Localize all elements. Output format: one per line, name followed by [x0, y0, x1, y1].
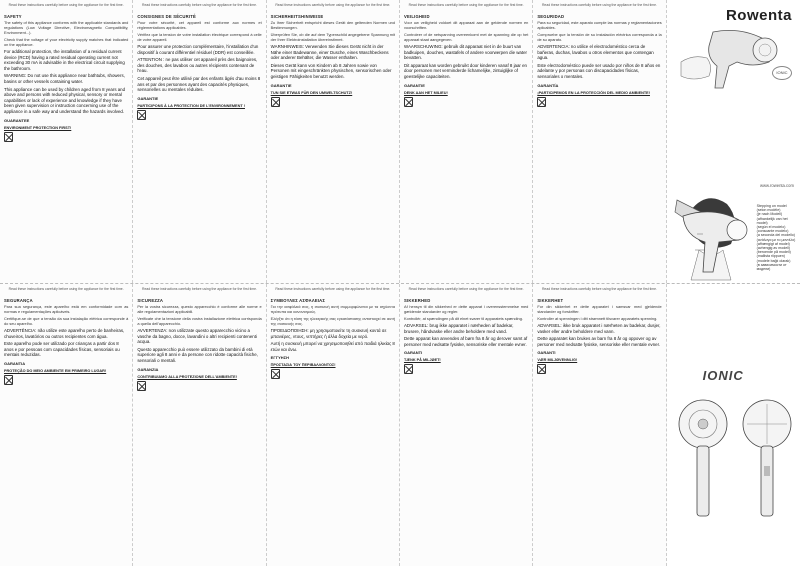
warning-paragraph: ADVARSEL: brug ikke apparatet i nærheden af badekar, brusere, håndvaske eller andre beholdere med vand.	[403, 323, 514, 334]
section-title: SICHERHEITSHINWEISE	[270, 14, 324, 19]
column-fr	[133, 0, 266, 283]
environment-heading: TUN SIE ETWAS FÜR DEN UMWELTSCHUTZ!	[270, 90, 353, 95]
guarantee-heading: GUARANTEE	[4, 117, 30, 123]
warning-paragraph: WARNING: Do not use this appliance near bathtubs, showers, basins or other vessels containing water.	[4, 73, 125, 84]
paragraph: Controleer of de netspanning overeenkomt met de spanning die op het apparaat staat aangegeven.	[403, 32, 529, 42]
column-header: Read these instructions carefully before using the appliance for the first time.	[142, 3, 257, 7]
column-el	[267, 284, 400, 566]
guarantee-heading: GARANTIA	[4, 360, 26, 366]
column-header: Read these instructions carefully before using the appliance for the first time.	[8, 287, 124, 291]
column-da	[400, 284, 533, 566]
guarantee-heading: GARANTI	[537, 350, 556, 356]
crossed-bin-icon	[404, 364, 413, 374]
paragraph: Compruebe que la tensión de su instalación eléctrica corresponda a la de su aparato.	[537, 32, 662, 42]
column-it	[133, 284, 266, 566]
warning-paragraph: Dieses Gerät kann von Kindern ab 8 Jahren sowie von Personen mit eingeschränkten physischen, sensorischen oder geistigen Fähigkeiten benutzt werden.	[270, 62, 392, 79]
section-title: SIKKERHED	[403, 298, 431, 303]
warning-paragraph: Cet appareil peut être utilisé par des enfants âgés d'au moins 8 ans et par des personnes ayant des capacités physiques, sensorielles ou mentales réduites.	[137, 75, 261, 93]
column-no	[533, 284, 666, 566]
guarantee-heading: GARANTIE	[137, 95, 159, 101]
warning-paragraph: Este aparelho pode ser utilizado por crianças a partir dos 8 anos e por pessoas com capacidades físicas, sensoriais ou mentais reduzidas.	[4, 341, 120, 358]
warning-paragraph: Αυτή η συσκευή μπορεί να χρησιμοποιηθεί από παιδιά ηλικίας 8 ετών και άνω.	[270, 341, 395, 352]
paragraph: Verificate che la tensione della vostra installazione elettrica corrisponda a quella dell'apparecchio.	[137, 316, 262, 326]
warning-paragraph: ΠΡΟΕΙΔΟΠΟΙΗΣΗ: μη χρησιμοποιείτε τη συσκευή κοντά σε μπανιέρες, ντους, νιπτήρες ή άλλα δοχεία με νερό.	[270, 328, 387, 339]
parts-label: (afhængigt af model)	[756, 241, 790, 246]
section-title: CONSIGNES DE SÉCURITÉ	[137, 14, 196, 19]
parts-label: (selon modèle)	[756, 208, 781, 213]
environment-heading: PROTEÇÃO DO MEIO AMBIENTE EM PRIMEIRO LUGAR!	[4, 368, 107, 373]
warning-paragraph: ADVERTÊNCIA: não utilize este aparelho perto de banheiras, chuveiros, lavatórios ou outros recipientes com água.	[4, 328, 125, 339]
paragraph: Para sua segurança, este aparelho está em conformidade com as normas e regulamentações aplicáveis.	[4, 304, 129, 314]
column-header: Read these instructions carefully before using the appliance for the first time.	[408, 3, 524, 7]
guarantee-heading: GARANTÍA	[537, 82, 559, 88]
crossed-bin-icon	[4, 375, 13, 385]
environment-heading: PARTICIPONS À LA PROTECTION DE L'ENVIRONNEMENT !	[137, 103, 245, 108]
parts-label: (consoante modelo)	[756, 229, 789, 234]
warning-paragraph: Dit apparaat kan worden gebruikt door kinderen vanaf 8 jaar en door personen met verminderde lichamelijke, zintuiglijke of geestelijke capaciteiten.	[403, 62, 527, 79]
paragraph: Af hensyn til din sikkerhed er dette apparat i overensstemmelse med gældende standarder og regler.	[403, 304, 529, 314]
parts-label: (mallista riippuen)	[756, 254, 786, 259]
dryer-side-view-icon	[737, 396, 797, 526]
warning-paragraph: WARNHINWEIS: Verwenden Sie dieses Gerät nicht in der Nähe einer Badewanne, einer Dusche, eines Waschbeckens oder anderer Behälter, die Wasser enthalten.	[270, 44, 389, 61]
paragraph: Certifique-se de que a tensão da sua instalação elétrica corresponde à do seu aparelho.	[4, 316, 129, 326]
crossed-bin-icon	[404, 97, 413, 107]
parts-label: (beroende på modell)	[756, 250, 791, 255]
guarantee-heading: GARANTIE	[403, 82, 425, 88]
section-title: SAFETY	[4, 14, 22, 19]
section-title: SIKKERHET	[537, 298, 564, 303]
hair-dryer-icon	[673, 206, 753, 276]
crossed-bin-icon	[537, 364, 546, 374]
environment-heading: ΠΡΟΣΤΑΣΙΑ ΤΟΥ ΠΕΡΙΒΑΛΛΟΝΤΟΣ!	[270, 363, 336, 368]
crossed-bin-icon	[537, 97, 546, 107]
paragraph: Para su seguridad, este aparato cumple las normas y reglamentaciones aplicables.	[537, 20, 662, 30]
paragraph: Check that the voltage of your electricity supply matches that indicated on the appliance.	[4, 37, 129, 47]
column-header: Read these instructions carefully before using the appliance for the first time.	[275, 287, 391, 291]
crossed-bin-icon	[271, 369, 280, 379]
paragraph: Για την ασφάλειά σας, η συσκευή αυτή συμμορφώνεται με τα ισχύοντα πρότυπα και κανονισμούς.	[270, 304, 395, 314]
dryer-front-view-icon	[673, 396, 733, 526]
parts-label: (avhengig av modell)	[756, 246, 791, 251]
environment-heading: DENK AAN HET MILIEU!	[403, 90, 448, 95]
warning-paragraph: Dette apparatet kan brukes av barn fra 8 år og oppover og av personer med nedsatte fysiske, sensoriske eller mentale evner.	[537, 336, 661, 347]
ionic-badge: IONIC	[772, 66, 792, 80]
crossed-bin-icon	[271, 97, 280, 107]
column-header: Read these instructions carefully before using the appliance for the first time.	[8, 3, 124, 7]
dryer-hand-illustration	[673, 22, 793, 97]
paragraph: Ελέγξτε ότι η τάση της ηλεκτρικής σας εγκατάστασης αντιστοιχεί σε αυτή της συσκευής σας.	[270, 316, 395, 326]
column-header: Read these instructions carefully before using the appliance for the first time.	[275, 3, 391, 7]
paragraph: Pour votre sécurité, cet appareil est conforme aux normes et réglementations applicables.	[137, 20, 262, 30]
guarantee-heading: GARANTIE	[270, 82, 292, 88]
guarantee-heading: GARANTI	[403, 350, 423, 356]
environment-heading: VÆR MILJØVENNLIG!	[537, 358, 578, 363]
environment-heading: TÆNK PÅ MILJØET!	[403, 358, 441, 363]
crossed-bin-icon	[137, 110, 146, 120]
parts-label: (a seconda del modello)	[756, 233, 795, 238]
column-en	[0, 0, 133, 283]
column-header: Read these instructions carefully before using the appliance for the first time.	[142, 287, 257, 291]
warning-paragraph: WAARSCHUWING: gebruik dit apparaat niet in de buurt van badkuipen, douches, wastafels of andere voorwerpen die water bevatten.	[403, 44, 527, 61]
section-title: ΣΥΜΒΟΥΛΕΣ ΑΣΦΑΛΕΙΑΣ	[270, 298, 326, 303]
environment-heading: ENVIRONMENT PROTECTION FIRST!	[4, 125, 72, 130]
column-pt	[0, 284, 133, 566]
environment-heading: CONTRIBUIAMO ALLA PROTEZIONE DELL'AMBIENTE!	[137, 374, 237, 379]
guarantee-heading: ΕΓΓΥΗΣΗ	[270, 355, 289, 361]
warning-paragraph: This appliance can be used by children aged from 8 years and above and persons with reduced physical, sensory or mental capabilities or lack of experience and knowledge if they have been given supervision or instruction concerning use of the appliance in a safe way and understand the hazards involved.	[4, 86, 126, 114]
warning-paragraph: Este electrodoméstico puede ser usado por niños de 8 años en adelante y por personas con discapacidades físicas, sensoriales o mentales.	[537, 62, 661, 79]
parts-label: (afhankelijk van het model)	[756, 216, 788, 225]
column-es	[533, 0, 666, 283]
parts-label: (modele bağlı olarak)	[756, 258, 791, 263]
warning-paragraph: ATTENTION : ne pas utiliser cet appareil près des baignoires, des douches, des lavabos ou autres récipients contenant de l'eau.	[137, 57, 258, 74]
section-title: SEGURANÇA	[4, 298, 33, 303]
warning-paragraph: Questo apparecchio può essere utilizzato da bambini di età superiore agli 8 anni e da persone con ridotte capacità fisiche, sensoriali o mentali.	[137, 346, 258, 363]
warning-paragraph: AVVERTENZA: non utilizzate questo apparecchio vicino a vasche da bagno, docce, lavandini o altri recipienti contenenti acqua.	[137, 328, 257, 345]
paragraph: Zu Ihrer Sicherheit entspricht dieses Gerät den geltenden Normen und Bestimmungen.	[270, 20, 395, 30]
parts-label: (según el modelo)	[756, 225, 786, 230]
paragraph: Voor uw veiligheid voldoet dit apparaat aan de geldende normen en voorschriften.	[403, 20, 529, 30]
section-title: SEGURIDAD	[537, 14, 565, 19]
guarantee-heading: GARANZIA	[137, 366, 159, 372]
paragraph: Per la vostra sicurezza, questo apparecchio è conforme alle norme e alle regolamentazioni applicabili.	[137, 304, 262, 314]
column-header: Read these instructions carefully before using the appliance for the first time.	[541, 3, 657, 7]
column-header: Read these instructions carefully before using the appliance for the first time.	[541, 287, 657, 291]
paragraph: Kontroller at spenningen i ditt strømnett tilsvarer apparatets spenning.	[537, 316, 658, 321]
environment-heading: ¡PARTICIPEMOS EN LA PROTECCIÓN DEL MEDIO AMBIENTE!	[537, 90, 650, 95]
crossed-bin-icon	[137, 381, 146, 391]
paragraph: For additional protection, the installation of a residual current device (RCD) having a rated residual operating current not exceeding 30 mA is advisable in the electrical circuit supplying the bathroom.	[4, 49, 125, 71]
paragraph: Kontrollér, at spændingen på dit elnet svarer til apparatets spænding.	[403, 316, 523, 321]
crossed-bin-icon	[4, 132, 13, 142]
paragraph: Pour assurer une protection complémentaire, l'installation d'un dispositif à courant différentiel résiduel (DDR) est conseillée.	[137, 44, 259, 55]
parts-label: (в зависимости от модели)	[756, 262, 787, 272]
parts-legend	[757, 204, 799, 271]
parts-label: Stepping on model	[756, 204, 787, 208]
paragraph: Überprüfen Sie, ob die auf dem Typenschild angegebene Spannung mit der Ihrer Elektroinstallation übereinstimmt.	[270, 32, 395, 42]
warning-paragraph: Dette apparat kan anvendes af børn fra 8 år og derover samt af personer med nedsatte fysiske, sensoriske eller mentale evner.	[403, 336, 528, 347]
column-de	[267, 0, 400, 283]
section-title: VEILIGHEID	[403, 14, 430, 19]
ionic-logo: IONIC	[702, 368, 744, 383]
column-header: Read these instructions carefully before using the appliance for the first time.	[408, 287, 524, 291]
parts-label: (je nach Modell)	[756, 212, 783, 217]
warning-paragraph: ADVERTENCIA: no utilice el electrodoméstico cerca de bañeras, duchas, lavabos u otros elementos que contengan agua.	[537, 44, 654, 61]
paragraph: The safety of this appliance conforms with the applicable standards and regulations (Low Voltage Directive, Electromagnetic Compatibility, Environment...).	[4, 20, 129, 35]
parts-label: (ανάλογα με το μοντέλο)	[756, 237, 796, 242]
warning-paragraph: ADVARSEL: ikke bruk apparatet i nærheten av badekar, dusjer, vasker eller andre beholdere med vann.	[537, 323, 661, 334]
website-url: www.rowenta.com	[759, 183, 794, 188]
bottom-row	[0, 204, 800, 566]
brand-logo: Rowenta	[725, 7, 792, 24]
column-nl	[400, 0, 533, 283]
section-title: SICUREZZA	[137, 298, 164, 303]
column-parts	[667, 204, 800, 566]
paragraph: Vérifiez que la tension de votre installation électrique correspond à celle de votre appareil.	[137, 32, 262, 42]
paragraph: For din sikkerhet er dette apparatet i samsvar med gjeldende standarder og forskrifter.	[537, 304, 662, 314]
